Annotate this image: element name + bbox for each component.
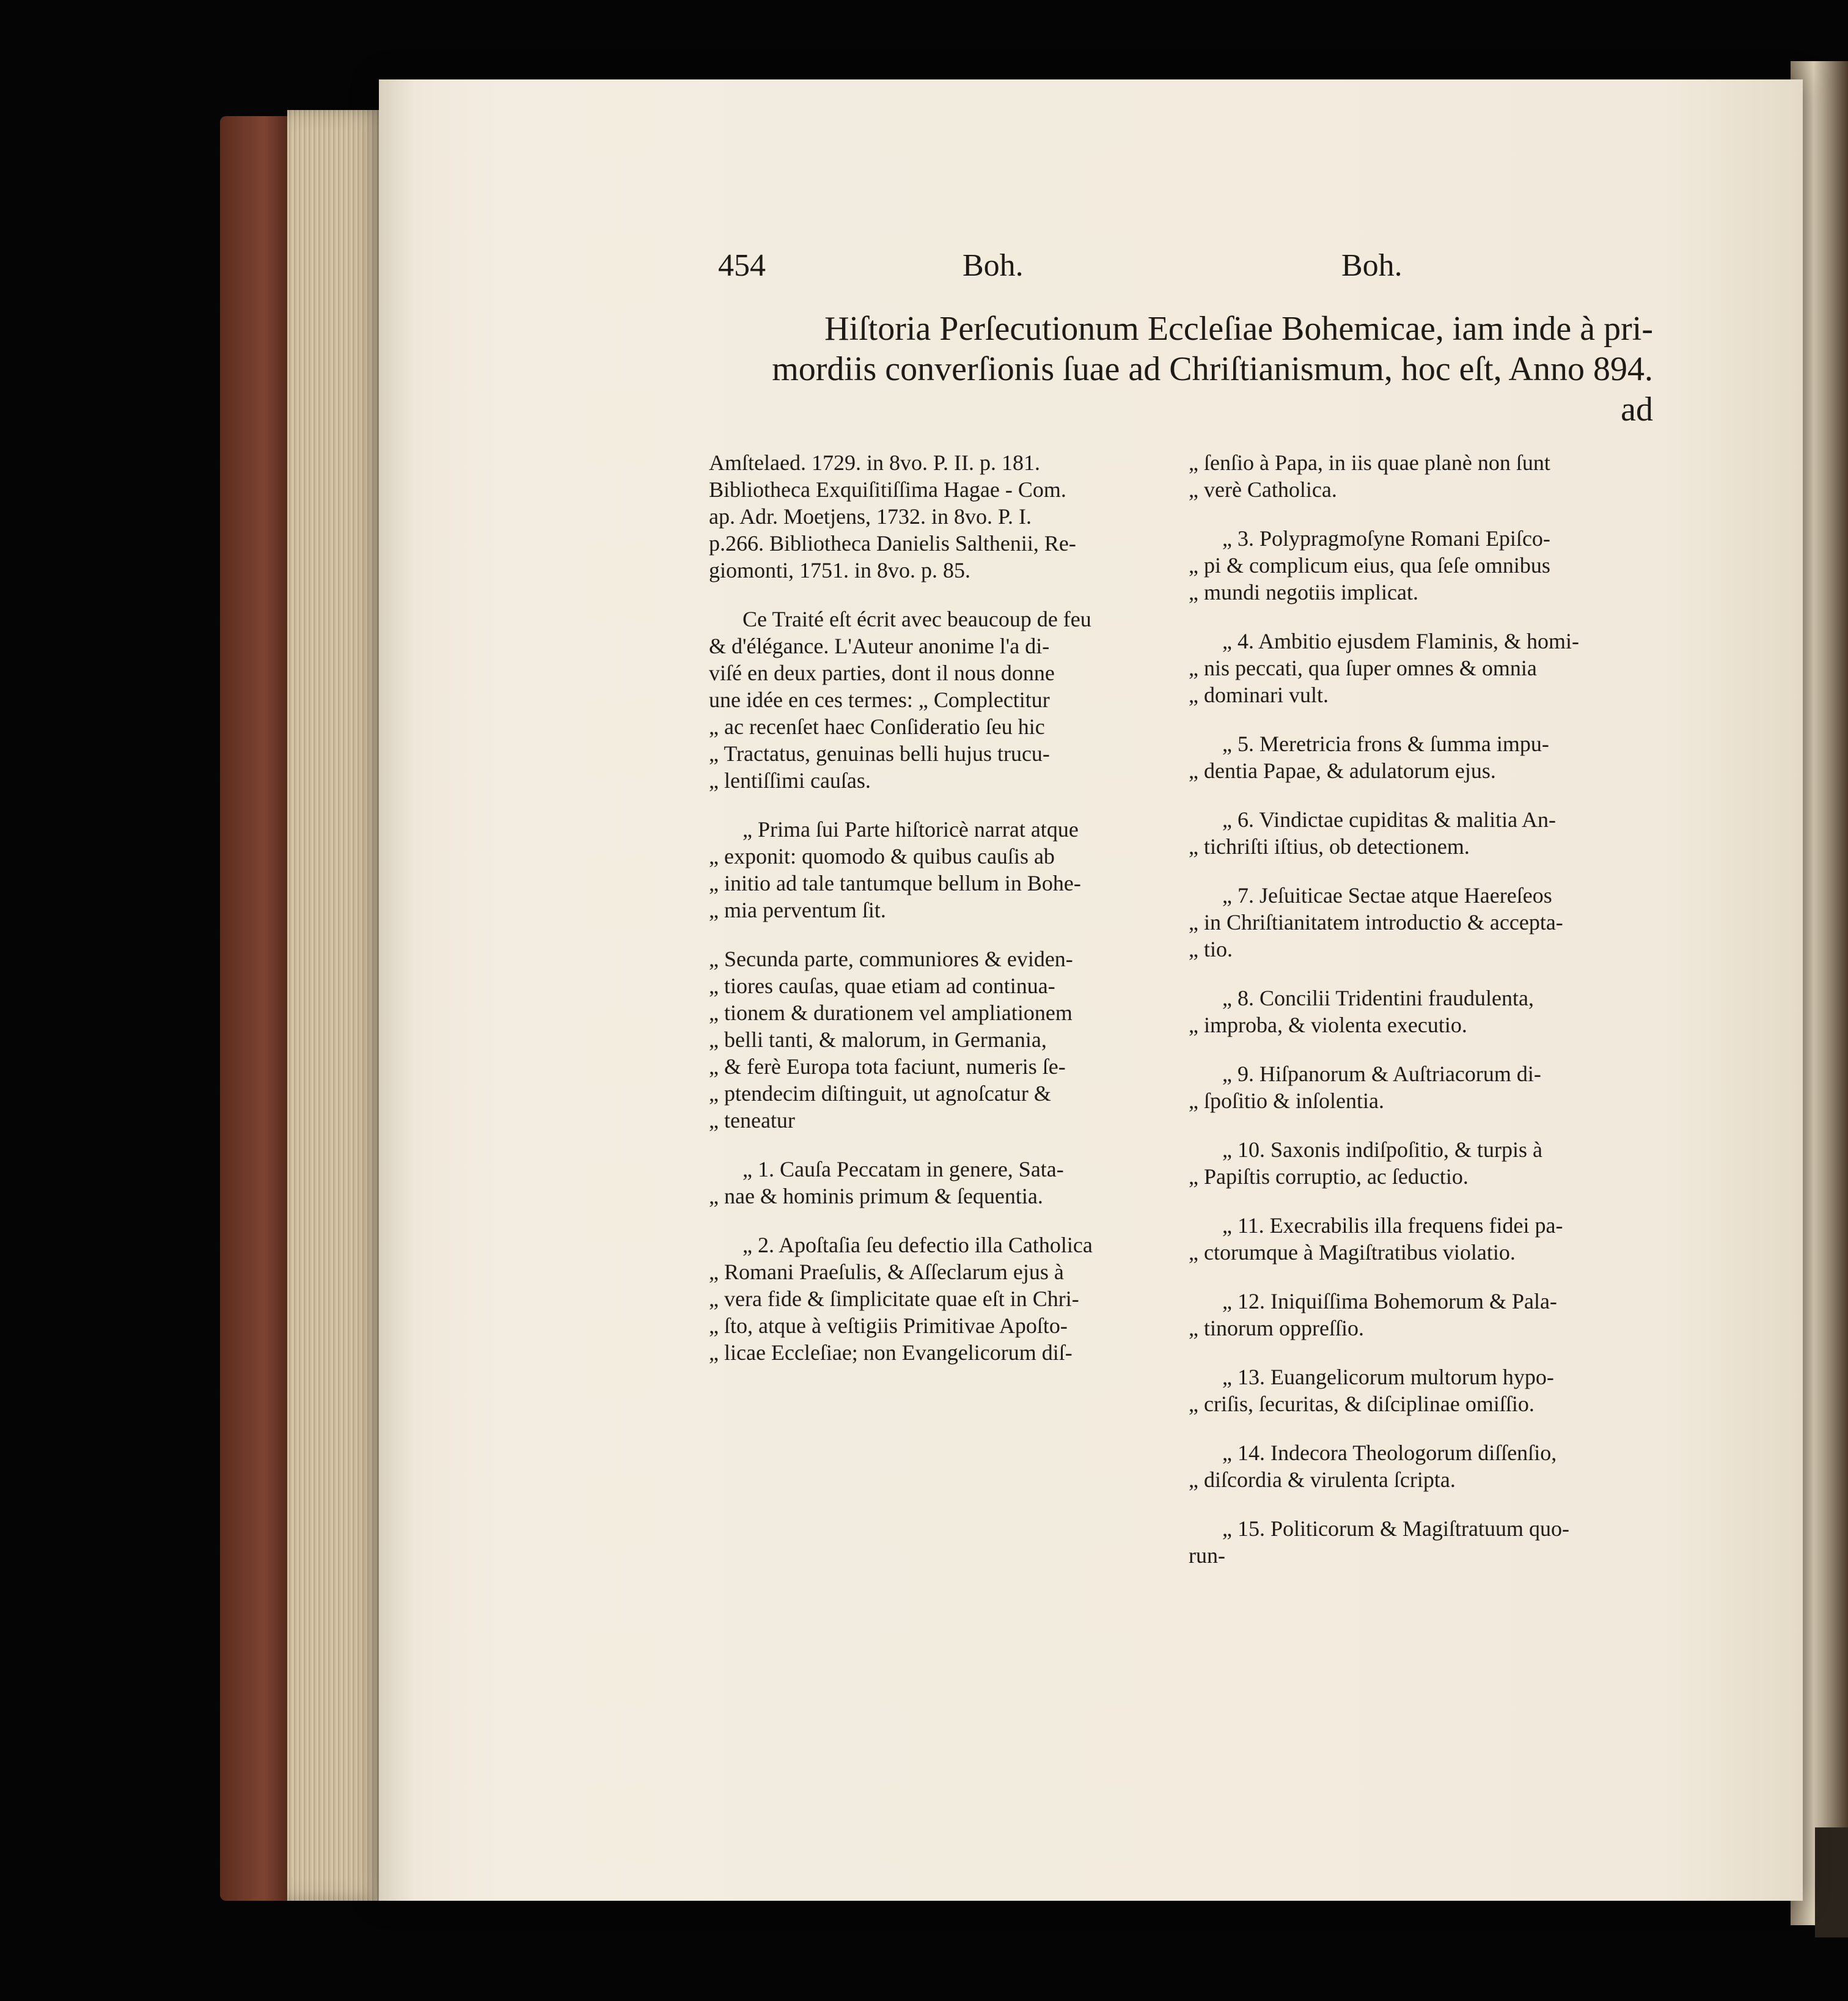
- text-line: „ 4. Ambitio ejusdem Flaminis, & homi-: [1222, 629, 1579, 653]
- text-line: „ ſpoſitio & inſolentia.: [1189, 1089, 1384, 1113]
- paragraph: [709, 1232, 1155, 1366]
- text-line: „ Prima ſui Parte hiſtoricè narrat atque: [743, 817, 1079, 842]
- paragraph: [1189, 525, 1653, 606]
- text-line: „ ac recenſet haec Conſideratio ſeu hic: [709, 714, 1045, 739]
- title-line: mordiis converſionis ſuae ad Chriſtianismum, hoc eſt, Anno 894.: [772, 350, 1653, 388]
- running-head-left: Boh.: [963, 248, 1024, 283]
- text-line: „ 8. Concilii Tridentini fraudulenta,: [1222, 986, 1534, 1010]
- text-line: „ nae & hominis primum & ſequentia.: [709, 1184, 1043, 1208]
- paragraph: [1189, 1439, 1653, 1493]
- paragraph: [1189, 1515, 1653, 1569]
- paragraph: [709, 1156, 1155, 1210]
- text-line: „ improba, & violenta executio.: [1189, 1013, 1467, 1037]
- paragraph: [1189, 985, 1653, 1038]
- paragraph: [1189, 1212, 1653, 1266]
- text-line: „ Tractatus, genuinas belli hujus trucu-: [709, 741, 1050, 766]
- text-line: p.266. Bibliotheca Danielis Salthenii, Re-: [709, 531, 1076, 556]
- title-line: Hiſtoria Perſecutionum Eccleſiae Bohemicae, iam inde à pri-: [824, 310, 1653, 348]
- text-line: „ 9. Hiſpanorum & Auſtriacorum di-: [1222, 1062, 1541, 1086]
- text-line: „ lentiſſimi cauſas.: [709, 768, 871, 793]
- running-head-right: Boh.: [1341, 248, 1402, 283]
- text-line: „ nis peccati, qua ſuper omnes & omnia: [1189, 656, 1537, 680]
- text-line: „ 11. Execrabilis illa frequens fidei pa-: [1222, 1213, 1563, 1238]
- text-line: „ diſcordia & virulenta ſcripta.: [1189, 1467, 1456, 1492]
- paragraph: [1189, 1136, 1653, 1190]
- text-line: „ mundi negotiis implicat.: [1189, 580, 1418, 604]
- book-cover-edge: [220, 116, 293, 1901]
- text-line: & d'élégance. L'Auteur anonime l'a di-: [709, 634, 1050, 658]
- text-line: „ Papiſtis corruptio, ac ſeductio.: [1189, 1164, 1469, 1189]
- text-line: „ 12. Iniquiſſima Bohemorum & Pala-: [1222, 1289, 1557, 1313]
- text-line: „ tiores cauſas, quae etiam ad continua-: [709, 974, 1055, 998]
- paragraph: [1189, 628, 1653, 708]
- text-line: „ 5. Meretricia frons & ſumma impu-: [1222, 732, 1549, 756]
- text-line: „ dentia Papae, & adulatorum ejus.: [1189, 758, 1496, 783]
- text-line: Amſtelaed. 1729. in 8vo. P. II. p. 181.: [709, 450, 1040, 475]
- text-line: run-: [1189, 1543, 1225, 1568]
- paragraph: [1189, 1060, 1653, 1114]
- text-line: „ exponit: quomodo & quibus cauſis ab: [709, 844, 1055, 868]
- text-line: „ 6. Vindictae cupiditas & malitia An-: [1222, 807, 1557, 832]
- right-text-column: [1189, 449, 1653, 1591]
- text-line: „ belli tanti, & malorum, in Germania,: [709, 1027, 1047, 1052]
- text-line: „ 2. Apoſtaſia ſeu defectio illa Catholica: [743, 1233, 1093, 1257]
- text-line: „ Secunda parte, communiores & eviden-: [709, 947, 1073, 971]
- left-text-column: [709, 449, 1155, 1388]
- text-line: „ criſis, ſecuritas, & diſciplinae omiſſio.: [1189, 1392, 1535, 1416]
- paragraph: [709, 449, 1155, 584]
- paragraph: [1189, 1364, 1653, 1417]
- text-line: „ 15. Politicorum & Magiſtratuum quo-: [1222, 1516, 1569, 1541]
- title-block: [718, 309, 1653, 430]
- binding-strap: [1815, 1827, 1848, 1937]
- text-line: „ mia perventum ſit.: [709, 898, 886, 922]
- text-line: „ 13. Euangelicorum multorum hypo-: [1222, 1365, 1554, 1389]
- text-line: „ in Chriſtianitatem introductio & accepta-: [1189, 910, 1563, 934]
- page-block-edges: [287, 110, 391, 1901]
- text-line: „ verè Catholica.: [1189, 477, 1337, 502]
- paragraph: [709, 816, 1155, 923]
- text-line: „ 10. Saxonis indiſpoſitio, & turpis à: [1222, 1137, 1542, 1162]
- text-line: „ tio.: [1189, 937, 1233, 961]
- paragraph: [709, 945, 1155, 1134]
- text-line: „ ſto, atque à veſtigiis Primitivae Apoſto-: [709, 1313, 1068, 1338]
- text-line: „ ſenſio à Papa, in iis quae planè non ſunt: [1189, 450, 1550, 475]
- text-line: „ initio ad tale tantumque bellum in Bohe-: [709, 871, 1081, 895]
- text-line: Ce Traité eſt écrit avec beaucoup de feu: [743, 607, 1091, 631]
- text-line: „ 7. Jeſuiticae Sectae atque Haereſeos: [1222, 883, 1552, 908]
- paragraph: [1189, 730, 1653, 784]
- text-line: „ vera fide & ſimplicitate quae eſt in Chri-: [709, 1287, 1079, 1311]
- text-line: „ teneatur: [709, 1108, 795, 1133]
- page-number: 454: [718, 248, 766, 283]
- text-line: une idée en ces termes: „ Complectitur: [709, 688, 1050, 712]
- text-line: „ tichriſti iſtius, ob detectionem.: [1189, 834, 1470, 859]
- text-line: „ 14. Indecora Theologorum diſſenſio,: [1222, 1441, 1557, 1465]
- text-line: „ licae Eccleſiae; non Evangelicorum diſ-: [709, 1340, 1072, 1365]
- text-line: „ tionem & durationem vel ampliationem: [709, 1000, 1072, 1025]
- paragraph: [709, 606, 1155, 794]
- text-line: viſé en deux parties, dont il nous donne: [709, 661, 1055, 685]
- paragraph: [1189, 1288, 1653, 1342]
- paragraph: [1189, 882, 1653, 963]
- text-line: „ ptendecim diſtinguit, ut agnoſcatur &: [709, 1081, 1051, 1106]
- text-line: ap. Adr. Moetjens, 1732. in 8vo. P. I.: [709, 504, 1032, 529]
- text-line: „ 1. Cauſa Peccatam in genere, Sata-: [743, 1157, 1064, 1181]
- paragraph: [1189, 806, 1653, 860]
- text-line: giomonti, 1751. in 8vo. p. 85.: [709, 558, 971, 582]
- text-line: „ 3. Polypragmoſyne Romani Epiſco-: [1222, 526, 1550, 551]
- text-line: „ & ferè Europa tota faciunt, numeris ſe-: [709, 1054, 1066, 1079]
- text-line: „ tinorum oppreſſio.: [1189, 1316, 1364, 1340]
- text-line: „ Romani Praeſulis, & Aſſeclarum ejus à: [709, 1260, 1064, 1284]
- text-line: „ ctorumque à Magiſtratibus violatio.: [1189, 1240, 1516, 1265]
- text-line: Bibliotheca Exquiſitiſſima Hagae - Com.: [709, 477, 1066, 502]
- text-line: „ pi & complicum eius, qua ſeſe omnibus: [1189, 553, 1550, 578]
- text-line: „ dominari vult.: [1189, 683, 1329, 707]
- title-line: ad: [1621, 391, 1653, 428]
- paragraph: [1189, 449, 1653, 503]
